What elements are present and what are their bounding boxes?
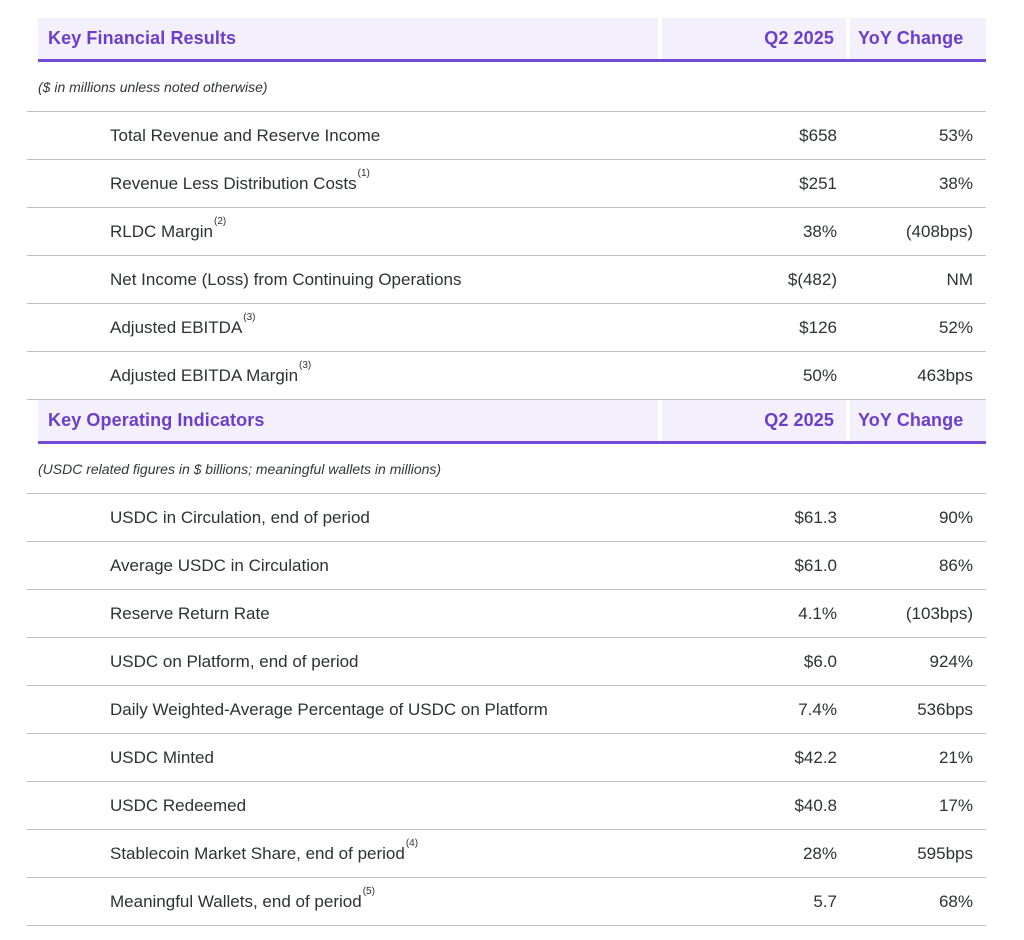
row-label-text: Daily Weighted-Average Percentage of USDC on Platform	[110, 699, 548, 719]
table-row	[27, 111, 986, 159]
column-header-period: Q2 2025	[658, 18, 846, 59]
row-period-value: $658	[799, 125, 837, 145]
financial-results-table	[27, 18, 986, 926]
column-header-yoy-change: YoY Change	[846, 18, 986, 59]
section-title: Key Financial Results	[48, 28, 237, 48]
row-label	[27, 885, 658, 912]
table-row	[27, 207, 986, 255]
row-label	[27, 700, 658, 720]
row-label	[27, 556, 658, 576]
row-label-text: Net Income (Loss) from Continuing Operations	[110, 269, 462, 289]
table-row	[27, 829, 986, 877]
row-yoy-change-value: 90%	[938, 507, 973, 527]
row-yoy-change-value: 463bps	[917, 365, 973, 385]
footnote-marker: (3)	[299, 359, 312, 371]
row-yoy-change-value: 595bps	[917, 843, 973, 863]
row-yoy-change-value: 924%	[929, 651, 973, 671]
row-label-text: USDC on Platform, end of period	[110, 651, 359, 671]
row-yoy-change-value: 68%	[938, 891, 973, 911]
row-period-value: 4.1%	[798, 603, 837, 623]
table-section	[27, 400, 986, 926]
section-units-note: ($ in millions unless noted otherwise)	[38, 78, 268, 95]
table-row	[27, 685, 986, 733]
table-row	[27, 303, 986, 351]
row-period-value: $251	[799, 173, 837, 193]
row-label	[27, 215, 658, 242]
row-yoy-change-value: 536bps	[917, 699, 973, 719]
row-period-value: 50%	[802, 365, 837, 385]
row-label-text: Total Revenue and Reserve Income	[110, 125, 381, 145]
row-label-text: USDC in Circulation, end of period	[110, 507, 370, 527]
row-label	[27, 796, 658, 816]
section-title: Key Operating Indicators	[48, 410, 265, 430]
table-row	[27, 781, 986, 829]
row-period-value: $126	[799, 317, 837, 337]
row-label	[27, 508, 658, 528]
column-header-period: Q2 2025	[658, 400, 846, 441]
row-yoy-change-value: 86%	[938, 555, 973, 575]
row-label	[27, 270, 658, 290]
table-row	[27, 637, 986, 685]
row-yoy-change-value: 52%	[938, 317, 973, 337]
row-label-text: Stablecoin Market Share, end of period	[110, 843, 405, 863]
table-row	[27, 589, 986, 637]
row-label	[27, 126, 658, 146]
row-label-text: RLDC Margin	[110, 221, 213, 241]
row-label-text: Reserve Return Rate	[110, 603, 270, 623]
row-yoy-change-value: 53%	[938, 125, 973, 145]
row-yoy-change-value: 38%	[938, 173, 973, 193]
section-rows	[27, 111, 986, 400]
row-label-text: Meaningful Wallets, end of period	[110, 891, 362, 911]
row-label-text: Adjusted EBITDA	[110, 317, 243, 337]
row-period-value: $61.3	[794, 507, 837, 527]
section-header-row	[38, 18, 986, 62]
row-label-text: Average USDC in Circulation	[110, 555, 329, 575]
row-label-text: USDC Minted	[110, 747, 214, 767]
footnote-marker: (5)	[362, 885, 375, 897]
footnote-marker: (3)	[243, 311, 256, 323]
row-period-value: 38%	[802, 221, 837, 241]
table-row	[27, 351, 986, 399]
footnote-marker: (4)	[405, 837, 419, 849]
row-label-text: Adjusted EBITDA Margin	[110, 365, 299, 385]
section-header-row	[38, 400, 986, 444]
section-units-note: (USDC related figures in $ billions; meaningful wallets in millions)	[38, 460, 442, 477]
row-period-value: $(482)	[787, 269, 837, 289]
table-row	[27, 877, 986, 925]
row-label	[27, 604, 658, 624]
table-row	[27, 541, 986, 589]
table-row	[27, 255, 986, 303]
row-period-value: 28%	[802, 843, 837, 863]
table-row	[27, 493, 986, 541]
table-section	[27, 18, 986, 400]
row-period-value: $61.0	[794, 555, 837, 575]
row-label	[27, 652, 658, 672]
row-period-value: $6.0	[803, 651, 837, 671]
table-row	[27, 733, 986, 781]
row-yoy-change-value: 21%	[938, 747, 973, 767]
row-period-value: $42.2	[794, 747, 837, 767]
row-period-value: $40.8	[794, 795, 837, 815]
row-label	[27, 359, 658, 386]
row-label	[27, 167, 658, 194]
row-label-text: Revenue Less Distribution Costs	[110, 173, 357, 193]
row-yoy-change-value: (103bps)	[905, 603, 973, 623]
row-yoy-change-value: NM	[946, 269, 973, 289]
footnote-marker: (1)	[357, 167, 370, 179]
row-yoy-change-value: 17%	[938, 795, 973, 815]
row-label	[27, 748, 658, 768]
row-period-value: 5.7	[813, 891, 837, 911]
footnote-marker: (2)	[213, 215, 227, 227]
row-label	[27, 837, 658, 864]
section-rows	[27, 493, 986, 926]
table-row	[27, 159, 986, 207]
row-label-text: USDC Redeemed	[110, 795, 247, 815]
column-header-yoy-change: YoY Change	[846, 400, 986, 441]
row-period-value: 7.4%	[798, 699, 837, 719]
row-yoy-change-value: (408bps)	[905, 221, 973, 241]
row-label	[27, 311, 658, 338]
